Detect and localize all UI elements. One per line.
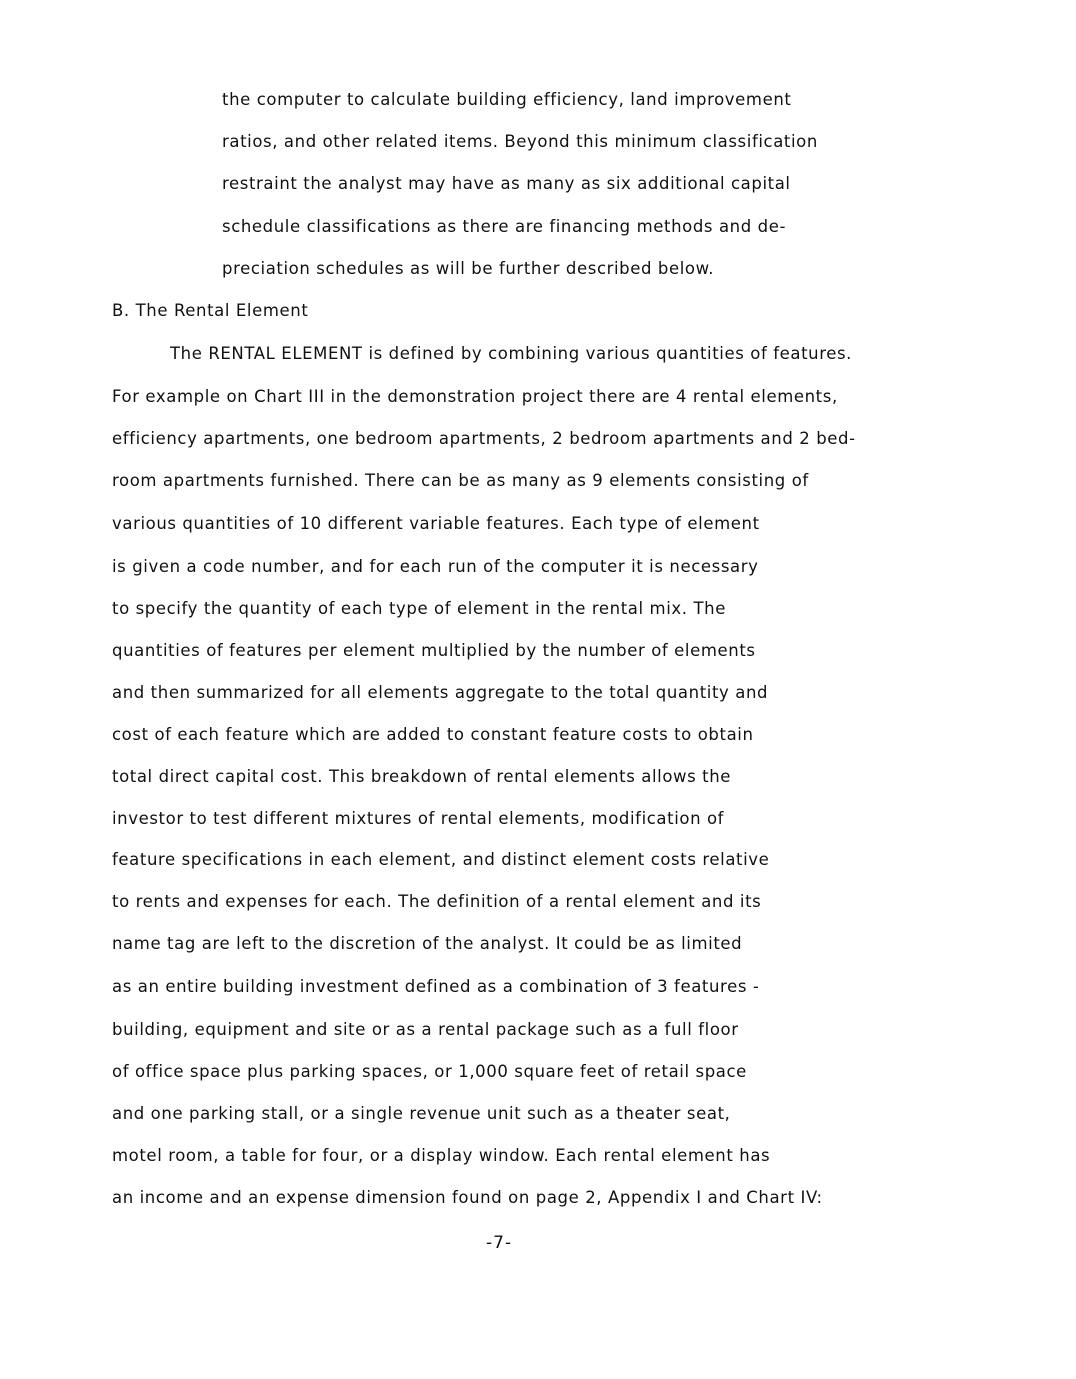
paragraph-line: motel room, a table for four, or a display window. Each rental element has	[112, 1146, 771, 1165]
paragraph-line: as an entire building investment defined as a combination of 3 features -	[112, 977, 760, 996]
intro-line: ratios, and other related items. Beyond this minimum classification	[222, 132, 818, 151]
paragraph-line: various quantities of 10 different variable features. Each type of element	[112, 514, 760, 533]
paragraph-line: to rents and expenses for each. The definition of a rental element and its	[112, 892, 762, 911]
paragraph-line: and one parking stall, or a single revenue unit such as a theater seat,	[112, 1104, 731, 1123]
intro-line: restraint the analyst may have as many as six additional capital	[222, 174, 791, 193]
paragraph-line: room apartments furnished. There can be as many as 9 elements consisting of	[112, 471, 809, 490]
intro-line: schedule classifications as there are financing methods and de-	[222, 217, 787, 236]
paragraph-line: quantities of features per element multiplied by the number of elements	[112, 641, 756, 660]
paragraph-line: building, equipment and site or as a rental package such as a full floor	[112, 1020, 739, 1039]
paragraph-line: feature specifications in each element, and distinct element costs relative	[112, 850, 770, 869]
paragraph-line: total direct capital cost. This breakdown of rental elements allows the	[112, 767, 732, 786]
intro-line: preciation schedules as will be further described below.	[222, 259, 715, 278]
paragraph-line: to specify the quantity of each type of element in the rental mix. The	[112, 599, 726, 618]
paragraph-line: The RENTAL ELEMENT is defined by combining various quantities of features.	[170, 344, 853, 363]
intro-line: the computer to calculate building efficiency, land improvement	[222, 90, 792, 109]
paragraph-line: investor to test different mixtures of rental elements, modification of	[112, 809, 725, 828]
paragraph-line: an income and an expense dimension found on page 2, Appendix I and Chart IV:	[112, 1188, 823, 1207]
section-heading: B. The Rental Element	[112, 301, 309, 320]
paragraph-line: is given a code number, and for each run of the computer it is necessary	[112, 557, 759, 576]
paragraph-line: For example on Chart III in the demonstration project there are 4 rental elements,	[112, 387, 838, 406]
page-number: -7-	[486, 1233, 513, 1253]
paragraph-line: cost of each feature which are added to constant feature costs to obtain	[112, 725, 754, 744]
paragraph-line: of office space plus parking spaces, or 1,000 square feet of retail space	[112, 1062, 747, 1081]
paragraph-line: name tag are left to the discretion of the analyst. It could be as limited	[112, 934, 743, 953]
paragraph-line: and then summarized for all elements aggregate to the total quantity and	[112, 683, 769, 702]
paragraph-line: efficiency apartments, one bedroom apartments, 2 bedroom apartments and 2 bed-	[112, 429, 856, 448]
